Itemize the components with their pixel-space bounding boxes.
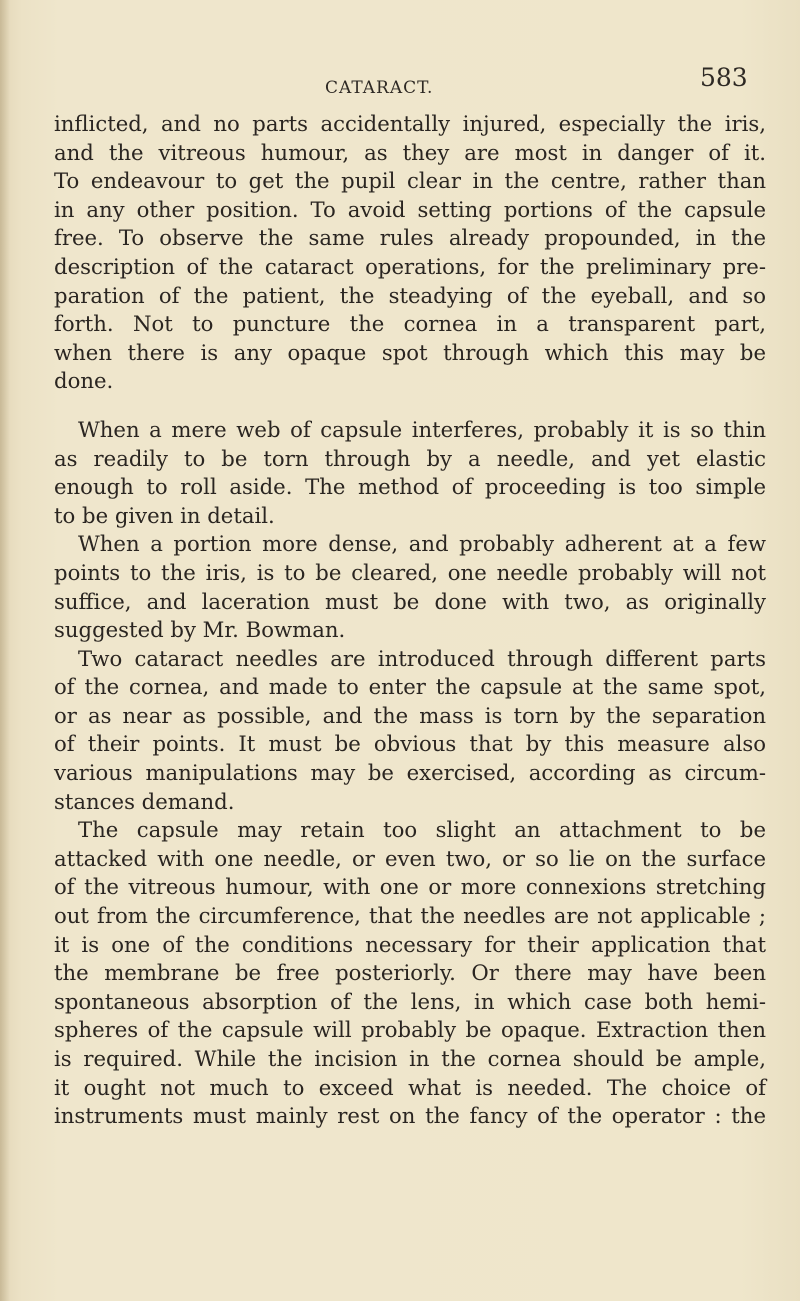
- text-line: forth. Not to puncture the cornea in a transparent part,: [54, 311, 766, 337]
- text-line: spheres of the capsule will probably be opaque. Extraction then: [54, 1017, 766, 1043]
- text-line: attacked with one needle, or even two, or so lie on the surface: [54, 845, 766, 871]
- text-line: when there is any opaque spot through which this may be: [54, 339, 766, 365]
- text-line: of the cornea, and made to enter the capsule at the same spot,: [54, 674, 766, 700]
- text-line: When a portion more dense, and probably adherent at a few: [78, 531, 766, 557]
- text-line: points to the iris, is to be cleared, one needle probably will not: [54, 559, 766, 585]
- paragraph-4: [54, 645, 766, 817]
- text-line: it ought not much to exceed what is needed. The choice of: [54, 1074, 766, 1100]
- text-line: of their points. It must be obvious that by this measure also: [54, 731, 766, 757]
- text-line: enough to roll aside. The method of proceeding is too simple: [54, 474, 766, 500]
- text-line: it is one of the conditions necessary for their application that: [54, 931, 766, 957]
- text-line: paration of the patient, the steadying of the eyeball, and so: [54, 282, 766, 308]
- page-gutter-shadow: [0, 0, 10, 1301]
- text-line: or as near as possible, and the mass is torn by the separation: [54, 702, 766, 728]
- text-line: the membrane be free posteriorly. Or there may have been: [54, 960, 766, 986]
- paragraph-1: [54, 110, 766, 396]
- body-text: [54, 110, 766, 1131]
- text-line: is required. While the incision in the cornea should be ample,: [54, 1046, 766, 1071]
- text-line: description of the cataract operations, for the preliminary pre-: [54, 253, 766, 279]
- text-line: To endeavour to get the pupil clear in the centre, rather than: [54, 168, 766, 194]
- text-line: The capsule may retain too slight an attachment to be: [78, 817, 766, 843]
- text-line: Two cataract needles are introduced through different parts: [78, 645, 766, 671]
- text-line: suffice, and laceration must be done with two, as originally: [54, 588, 766, 614]
- text-line: various manipulations may be exercised, according as circum-: [54, 760, 766, 786]
- text-line: in any other position. To avoid setting portions of the capsule: [54, 196, 766, 222]
- text-line: free. To observe the same rules already propounded, in the: [54, 225, 766, 251]
- text-line: stances demand.: [54, 788, 235, 814]
- text-line: spontaneous absorption of the lens, in which case both hemi-: [54, 988, 766, 1014]
- text-line: as readily to be torn through by a needle, and yet elastic: [54, 445, 766, 471]
- text-line: inflicted, and no parts accidentally injured, especially the iris,: [54, 111, 766, 136]
- text-line: out from the circumference, that the needles are not applicable ;: [54, 903, 766, 929]
- text-line: When a mere web of capsule interferes, probably it is so thin: [78, 416, 766, 442]
- paragraph-3: [54, 530, 766, 644]
- text-line: suggested by Mr. Bowman.: [54, 617, 346, 643]
- text-line: instruments must mainly rest on the fancy of the operator : the: [54, 1103, 766, 1129]
- paragraph-2: [54, 416, 766, 530]
- text-line: to be given in detail.: [54, 502, 275, 528]
- paragraph-5: [54, 816, 766, 1131]
- page-number: 583: [700, 63, 748, 92]
- text-line: of the vitreous humour, with one or more connexions stretching: [54, 874, 766, 900]
- text-line: and the vitreous humour, as they are most in danger of it.: [54, 139, 766, 165]
- text-line: done.: [54, 368, 114, 394]
- running-title: CATARACT.: [325, 78, 434, 98]
